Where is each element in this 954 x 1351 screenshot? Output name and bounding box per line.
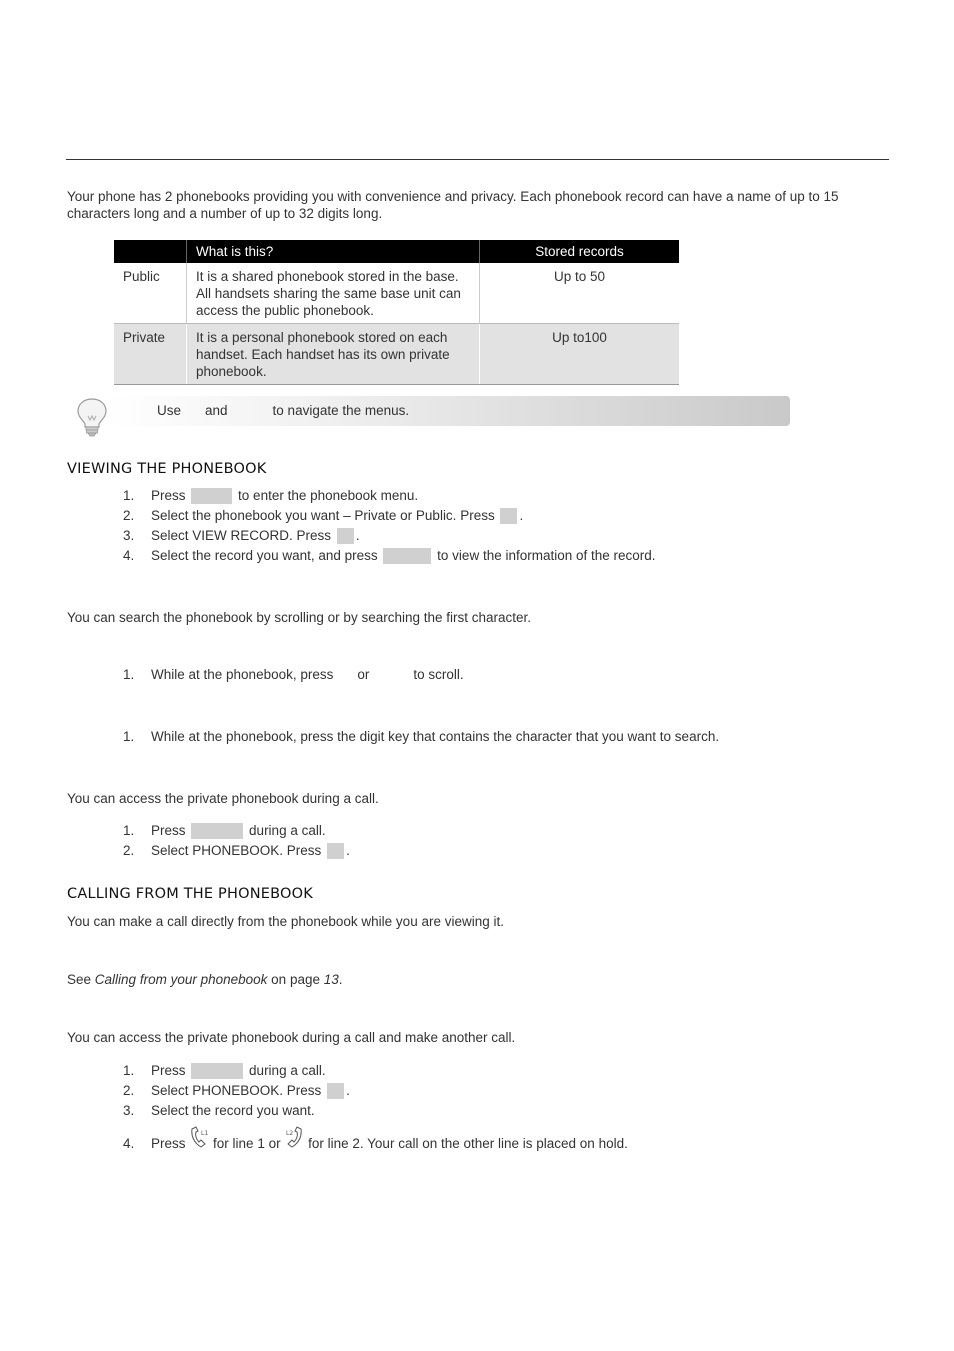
step-text: during a call. <box>249 1063 326 1078</box>
list-item <box>123 728 719 746</box>
see-reference <box>67 971 867 988</box>
table-row <box>114 263 679 324</box>
lightbulb-icon <box>74 396 110 438</box>
ok-key-icon <box>337 528 354 544</box>
tip-use: Use <box>157 403 182 418</box>
step-number: 1. <box>123 1063 135 1078</box>
table-cell-desc: It is a personal phonebook stored on each handset. Each handset has its own private phonebook. <box>187 324 480 385</box>
step-text: Select PHONEBOOK. Press <box>151 843 322 858</box>
list-item <box>123 487 418 505</box>
list-item <box>123 666 464 684</box>
step-number: 4. <box>123 548 135 563</box>
step-text: or <box>357 667 370 682</box>
step-text: Press <box>151 1136 186 1151</box>
step-number: 1. <box>123 667 135 682</box>
step-number: 2. <box>123 843 135 858</box>
list-item <box>123 547 656 565</box>
step-text: Select the record you want, and press <box>151 548 378 563</box>
step-text: to enter the phonebook menu. <box>238 488 419 503</box>
table-header-empty <box>114 240 187 263</box>
step-number: 4. <box>123 1136 135 1151</box>
see-text: on page <box>271 972 320 987</box>
header-rule <box>66 159 889 160</box>
step-number: 1. <box>123 488 135 503</box>
step-text: . <box>355 528 360 543</box>
intro-paragraph: Your phone has 2 phonebooks providing you with convenience and privacy. Each phonebook record can have a name of up to 15 characters long and a number of up to 32 digits long. <box>67 189 839 221</box>
table-cell-records: Up to100 <box>480 324 680 385</box>
step-text: for line 2. Your call on the other line is placed on hold. <box>308 1136 628 1151</box>
step-text: Press <box>151 1063 186 1078</box>
see-text: See <box>67 972 92 987</box>
phonebook-key-icon <box>191 488 232 504</box>
step-number: 2. <box>123 508 135 523</box>
tip-and: and <box>205 403 228 418</box>
calling-heading: CALLING FROM THE PHONEBOOK <box>67 886 313 902</box>
svg-text:L1: L1 <box>201 1130 209 1137</box>
step-number: 3. <box>123 1103 135 1118</box>
list-item <box>123 1126 628 1152</box>
table-header-row <box>114 240 679 263</box>
table-cell-records: Up to 50 <box>480 263 680 324</box>
calling-paragraph: You can make a call directly from the phonebook while you are viewing it. <box>67 914 504 929</box>
step-text: Select PHONEBOOK. Press <box>151 1083 322 1098</box>
step-text: Select the phonebook you want – Private or Public. Press <box>151 508 495 523</box>
tip-text <box>157 403 409 418</box>
tip-rest: to navigate the menus. <box>272 403 410 418</box>
table-row <box>114 324 679 385</box>
ok-key-icon <box>327 843 344 859</box>
table-header-records: Stored records <box>480 240 680 263</box>
step-text: Select the record you want. <box>151 1103 315 1118</box>
phonebook-table <box>114 240 679 385</box>
during-call-paragraph: You can access the private phonebook during a call. <box>67 791 379 806</box>
menu-key-icon <box>191 1063 243 1079</box>
step-text: Press <box>151 488 186 503</box>
step-text: . <box>519 508 524 523</box>
calling-paragraph-2: You can access the private phonebook during a call and make another call. <box>67 1030 516 1045</box>
step-number: 3. <box>123 528 135 543</box>
view-key-icon <box>383 548 431 564</box>
step-text: . <box>346 843 350 858</box>
see-text: . <box>338 972 343 987</box>
list-item <box>123 842 350 860</box>
list-item <box>123 527 360 545</box>
see-link: Calling from your phonebook <box>94 972 268 987</box>
line1-key-icon <box>189 1126 209 1150</box>
step-text: . <box>346 1083 350 1098</box>
step-text: Select VIEW RECORD. Press <box>151 528 332 543</box>
step-text: Press <box>151 823 186 838</box>
ok-key-icon <box>500 508 517 524</box>
step-number: 2. <box>123 1083 135 1098</box>
table-cell-desc: It is a shared phonebook stored in the base. All handsets sharing the same base unit can access the public phonebook. <box>187 263 480 324</box>
step-text: during a call. <box>249 823 326 838</box>
step-text: to view the information of the record. <box>437 548 656 563</box>
table-header-what: What is this? <box>187 240 480 263</box>
viewing-heading: VIEWING THE PHONEBOOK <box>67 461 267 477</box>
list-item <box>123 507 523 525</box>
list-item <box>123 822 326 840</box>
list-item <box>123 1062 326 1080</box>
svg-text:L2: L2 <box>286 1130 294 1137</box>
list-item <box>123 1082 350 1100</box>
step-number: 1. <box>123 729 135 744</box>
list-item <box>123 1102 315 1120</box>
ok-key-icon <box>327 1083 344 1099</box>
step-text: While at the phonebook, press the digit key that contains the character that you want to search. <box>151 729 720 744</box>
table-cell-type: Public <box>114 263 187 324</box>
step-number: 1. <box>123 823 135 838</box>
step-text: for line 1 or <box>213 1136 281 1151</box>
see-page: 13 <box>323 972 339 987</box>
step-text: While at the phonebook, press <box>151 667 334 682</box>
line2-key-icon <box>284 1126 304 1150</box>
search-paragraph: You can search the phonebook by scrolling or by searching the first character. <box>67 610 532 625</box>
step-text: to scroll. <box>413 667 464 682</box>
table-cell-type: Private <box>114 324 187 385</box>
menu-key-icon <box>191 823 243 839</box>
